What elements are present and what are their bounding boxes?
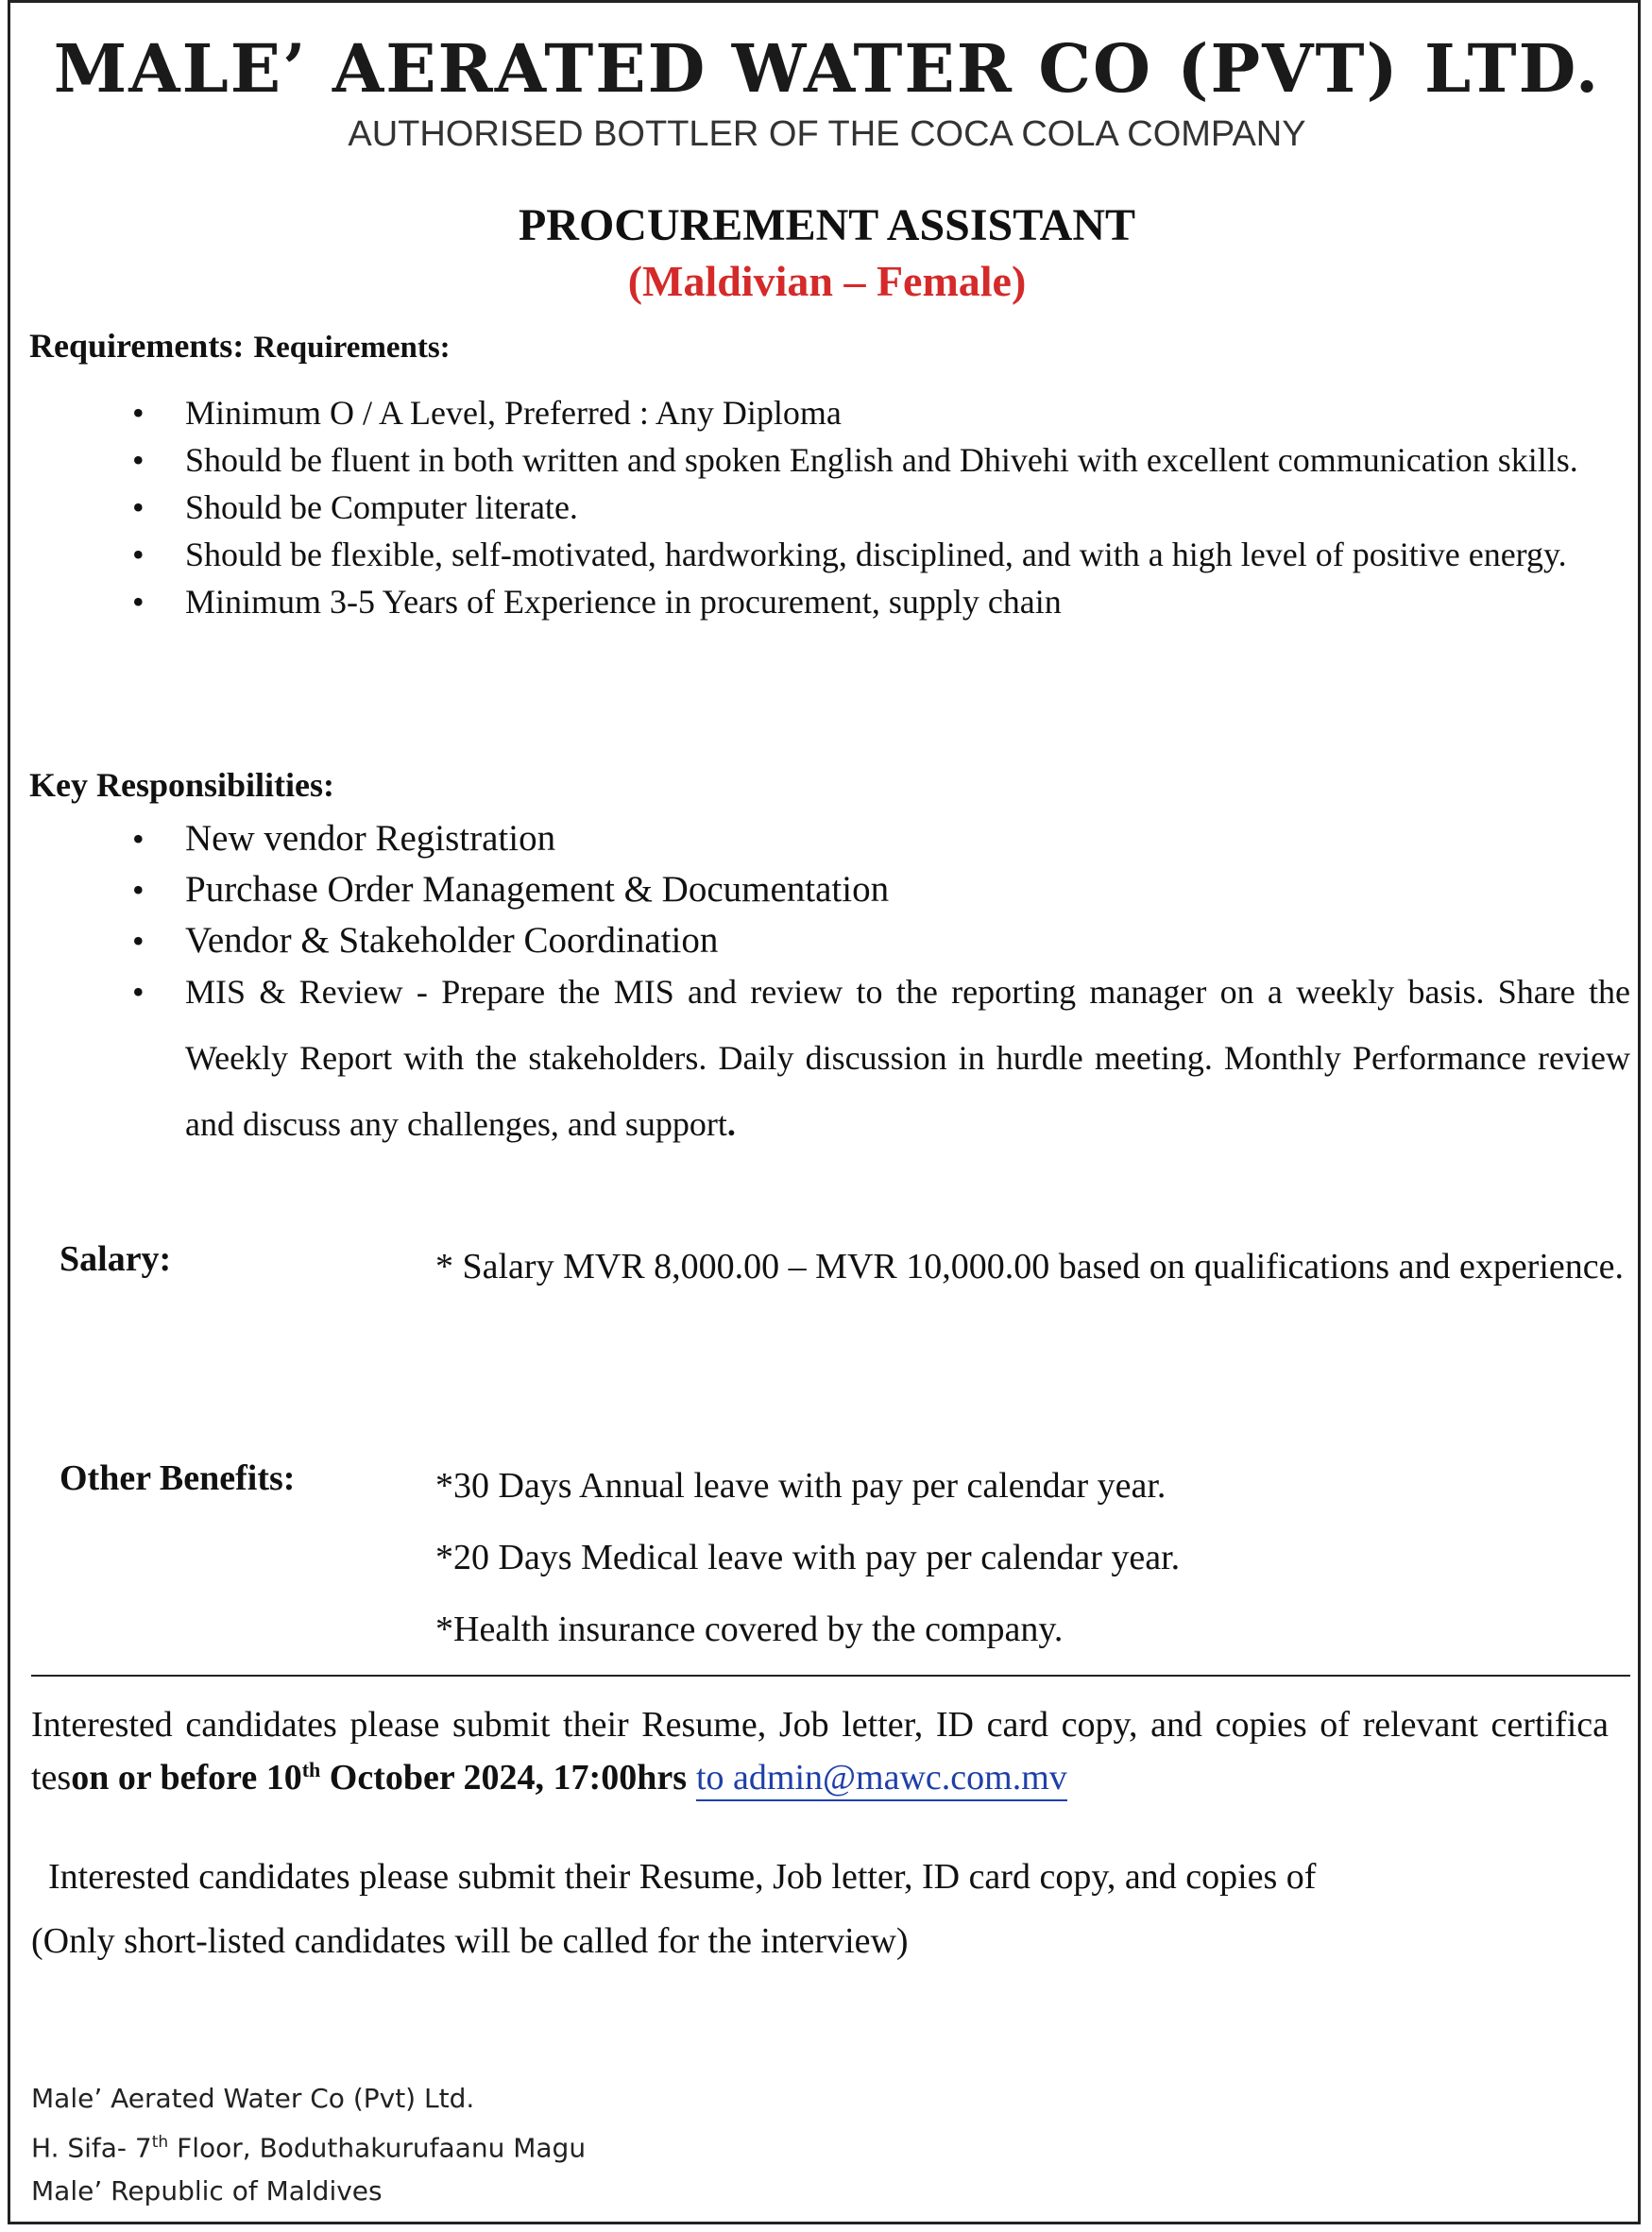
responsibility-text: Vendor & Stakeholder Coordination — [185, 920, 719, 961]
list-item — [132, 579, 1630, 624]
requirement-text: Minimum O / A Level, Preferred : Any Diploma — [185, 394, 842, 432]
requirements-heading-text: Requirements: — [29, 327, 245, 365]
list-item: *Health insurance covered by the company. — [435, 1610, 1064, 1649]
job-subtitle: (Maldivian – Female) — [627, 257, 1027, 305]
application-instructions — [31, 1698, 1609, 1804]
list-item — [132, 532, 1630, 577]
bullet-icon: • — [132, 871, 145, 909]
requirements-list — [132, 390, 1630, 626]
job-title: PROCUREMENT ASSISTANT — [518, 200, 1136, 250]
requirement-text: Should be fluent in both written and spoken English and Dhivehi with excellent communication skills. — [185, 441, 1578, 479]
address-line: Male’ Republic of Maldives — [31, 2175, 383, 2207]
responsibility-text: Purchase Order Management & Documentation — [185, 869, 890, 910]
benefits-list — [435, 1450, 1180, 1665]
bullet-icon: • — [132, 973, 145, 1011]
company-tagline: AUTHORISED BOTTLER OF THE COCA COLA COMPANY — [348, 114, 1306, 154]
deadline-suffix: October 2024, 17:00hrs — [320, 1758, 687, 1798]
application-repeat: Interested candidates please submit their Resume, Job letter, ID card copy, and copies of — [48, 1857, 1317, 1897]
requirement-text: Minimum 3-5 Years of Experience in procurement, supply chain — [185, 583, 1062, 621]
salary-text: * Salary MVR 8,000.00 – MVR 10,000.00 based on qualifications and experience. — [435, 1247, 1624, 1286]
bullet-icon: • — [132, 441, 145, 479]
company-address — [31, 2077, 586, 2213]
mis-label: MIS & Review - — [185, 973, 428, 1011]
bullet-icon: • — [132, 922, 145, 960]
address-prefix: H. Sifa- 7 — [31, 2132, 152, 2164]
mis-text: Prepare the MIS and review to the reporting manager on a weekly basis. Share the Weekly Report with the stakeholders. Daily discussion in hurdle meeting. Monthly Performance review and discuss any challenges, and support — [185, 973, 1631, 1143]
benefits-label: Other Benefits: — [60, 1458, 296, 1498]
bullet-icon: • — [132, 536, 145, 573]
address-suffix: Floor, Boduthakurufaanu Magu — [168, 2132, 587, 2164]
list-item — [132, 437, 1630, 483]
responsibility-text: New vendor Registration — [185, 818, 556, 859]
bullet-icon: • — [132, 583, 145, 621]
bullet-icon: • — [132, 820, 145, 858]
divider — [31, 1675, 1630, 1677]
bullet-icon: • — [132, 394, 145, 432]
list-item — [132, 390, 1630, 435]
job-advertisement — [8, 0, 1641, 2224]
address-line: Male’ Aerated Water Co (Pvt) Ltd. — [31, 2083, 475, 2114]
deadline-sup: th — [301, 1758, 321, 1781]
list-item: *20 Days Medical leave with pay per calendar year. — [435, 1538, 1181, 1577]
email-link[interactable]: to admin@mawc.com.mv — [696, 1758, 1067, 1801]
responsibilities-list — [132, 813, 1631, 1157]
list-item — [132, 813, 1630, 864]
address-line — [31, 2121, 586, 2170]
list-item: *30 Days Annual leave with pay per calendar year. — [435, 1466, 1167, 1506]
bullet-icon: • — [132, 488, 145, 526]
application-text: Interested candidates please submit their Resume, Job letter, ID card copy, and copies of relevant certifica tes — [31, 1705, 1609, 1798]
requirement-text: Should be flexible, self-motivated, hardworking, disciplined, and with a high level of positive energy. — [185, 536, 1567, 573]
responsibilities-heading: Key Responsibilities: — [29, 766, 335, 804]
list-item — [132, 864, 1630, 915]
mis-end: . — [726, 1105, 736, 1143]
address-sup: th — [151, 2133, 169, 2152]
list-item — [132, 959, 1631, 1157]
deadline-prefix: on or before 10 — [71, 1758, 302, 1798]
shortlist-note: (Only short-listed candidates will be called for the interview) — [31, 1921, 909, 1961]
salary-label: Salary: — [60, 1239, 172, 1279]
company-name: MALE’ AERATED WATER CO (PVT) LTD. — [53, 29, 1601, 108]
requirement-text: Should be Computer literate. — [185, 488, 578, 526]
list-item — [132, 485, 1630, 530]
requirements-heading — [29, 326, 451, 366]
requirements-heading-repeat: Requirements: — [253, 331, 451, 365]
